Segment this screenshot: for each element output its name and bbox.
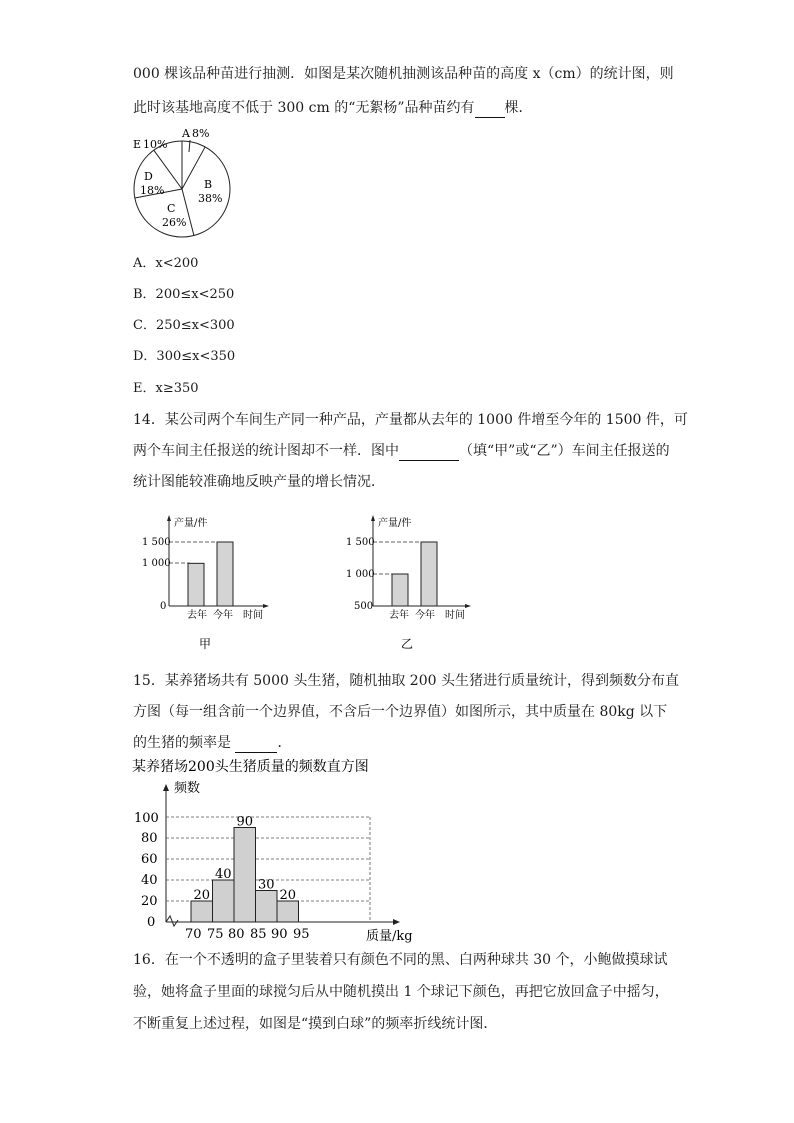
- q13-line-2-end: 棵．: [504, 100, 533, 116]
- yi-bar-lastyear: [392, 574, 408, 606]
- yi-tick-1500: 1 500: [346, 537, 375, 548]
- jia-x-arrow: [263, 604, 269, 608]
- pie-label-a: A: [182, 127, 190, 140]
- yi-cat-lastyear: 去年: [389, 610, 409, 621]
- pie-label-c: C: [167, 202, 176, 215]
- yi-bar-thisyear: [421, 542, 437, 606]
- answer-blank-14[interactable]: [399, 446, 459, 461]
- q15-line-2: 方图（每一组含前一个边界值，不含后一个边界值）如图所示，其中质量在 80kg 以下: [133, 704, 668, 720]
- pie-slice-boundary-b: [182, 147, 205, 189]
- hist-bar-75-80: [213, 880, 235, 922]
- hist-axis-break: [166, 916, 178, 926]
- q14-line-2-end: （填“甲”或“乙”）车间主任报送的: [459, 443, 670, 459]
- hist-x-label: 质量/kg: [366, 929, 413, 944]
- hist-ytick-80: 80: [141, 831, 158, 846]
- hist-bar-label-90-95: 20: [279, 888, 297, 903]
- hist-bar-85-90: [256, 891, 278, 923]
- yi-y-label: 产量/件: [378, 518, 412, 529]
- jia-cat-lastyear: 去年: [187, 610, 207, 621]
- hist-ytick-60: 60: [141, 852, 158, 867]
- histogram: [128, 756, 428, 946]
- pie-label-d: D: [144, 170, 153, 183]
- option-a: A．x<200: [133, 256, 199, 271]
- hist-bar-label-75-80: 40: [214, 867, 232, 882]
- jia-tick-1000: 1 000: [142, 558, 171, 569]
- answer-blank-13[interactable]: [475, 103, 505, 118]
- bar-chart-yi: [342, 512, 482, 652]
- pie-value-c: 26%: [162, 216, 187, 229]
- hist-y-label: 频数: [174, 781, 201, 796]
- hist-xtick-80: 80: [228, 927, 245, 942]
- hist-y-arrow: [163, 784, 169, 791]
- q15-line-1: 15．某养猪场共有 5000 头生猪，随机抽取 200 头生猪进行质量统计，得到频数分布直: [133, 673, 679, 689]
- q16-line-3: 不断重复上述过程，如图是“摸到白球”的频率折线统计图．: [133, 1016, 498, 1032]
- bar-chart-jia: [140, 512, 280, 652]
- jia-y-arrow: [167, 515, 171, 521]
- hist-ytick-100: 100: [134, 811, 159, 826]
- q14-line-2: [133, 441, 670, 461]
- hist-xtick-90: 90: [271, 927, 288, 942]
- answer-blank-15[interactable]: [235, 738, 277, 753]
- pie-value-e: 10%: [143, 138, 168, 151]
- hist-xtick-85: 85: [250, 927, 267, 942]
- pie-chart: [128, 124, 238, 244]
- option-e: E．x≥350: [133, 381, 199, 396]
- hist-bar-label-70-75: 20: [193, 888, 211, 903]
- jia-y-label: 产量/件: [174, 518, 208, 529]
- hist-bar-label-85-90: 30: [257, 877, 275, 893]
- option-c: C．250≤x<300: [133, 318, 235, 333]
- hist-bar-80-85: [234, 828, 256, 923]
- jia-caption: 甲: [199, 637, 212, 651]
- q14-line-3: 统计图能较准确地反映产量的增长情况．: [133, 474, 385, 490]
- jia-bar-lastyear: [188, 563, 204, 606]
- option-b: B．200≤x<250: [133, 287, 235, 302]
- yi-y-arrow: [371, 515, 375, 521]
- hist-x-arrow: [393, 919, 400, 925]
- q16-line-2: 验，她将盒子里面的球搅匀后从中随机摸出 1 个球记下颜色，再把它放回盒子中摇匀，: [133, 984, 669, 1000]
- q14-line-1: 14．某公司两个车间生产同一种产品，产量都从去年的 1000 件增至今年的 1500 件，可: [133, 412, 688, 428]
- q15-line-3-end: ．: [277, 735, 292, 751]
- q15-line-3-text: 的生猪的频率是: [133, 735, 231, 751]
- jia-bar-thisyear: [217, 542, 233, 606]
- q13-line-2-text: 此时该基地高度不低于 300 cm 的“无絮杨”品种苗约有: [133, 100, 475, 116]
- hist-bar-70-75: [191, 901, 213, 922]
- hist-xtick-95: 95: [293, 927, 310, 942]
- q16-line-1: 16．在一个不透明的盒子里装着只有颜色不同的黑、白两种球共 30 个，小鲍做摸球试: [133, 952, 668, 968]
- yi-tick-500: 500: [354, 601, 374, 612]
- option-d: D．300≤x<350: [133, 349, 236, 364]
- hist-bar-label-80-85: 90: [236, 814, 254, 830]
- jia-tick-1500: 1 500: [142, 537, 171, 548]
- hist-bar-90-95: [277, 901, 299, 922]
- pie-label-b: B: [204, 178, 213, 191]
- jia-tick-0: 0: [160, 601, 167, 612]
- pie-value-d: 18%: [140, 184, 165, 197]
- pie-value-a: 8%: [192, 127, 210, 140]
- hist-ytick-20: 20: [141, 894, 158, 909]
- yi-cat-thisyear: 今年: [415, 610, 435, 621]
- yi-tick-1000: 1 000: [346, 569, 375, 580]
- hist-ytick-40: 40: [141, 873, 158, 888]
- pie-label-e: E: [133, 138, 142, 151]
- histogram-title: 某养猪场200头生猪质量的频数直方图: [132, 759, 369, 775]
- yi-x-arrow: [465, 604, 471, 608]
- pie-value-b: 38%: [198, 192, 223, 205]
- q15-line-3: [133, 733, 291, 753]
- jia-cat-thisyear: 今年: [213, 610, 233, 621]
- jia-x-label: 时间: [243, 610, 263, 621]
- q13-line-2: [133, 98, 533, 118]
- q13-line-1: 000 棵该品种苗进行抽测．如图是某次随机抽测该品种苗的高度 x（cm）的统计图，则: [133, 66, 674, 82]
- yi-x-label: 时间: [445, 610, 465, 621]
- q14-line-2-text: 两个车间主任报送的统计图却不一样．图中: [133, 443, 399, 459]
- yi-caption: 乙: [401, 637, 414, 651]
- hist-xtick-70: 70: [185, 927, 202, 942]
- hist-ytick-0: 0: [147, 915, 156, 930]
- hist-xtick-75: 75: [207, 927, 224, 942]
